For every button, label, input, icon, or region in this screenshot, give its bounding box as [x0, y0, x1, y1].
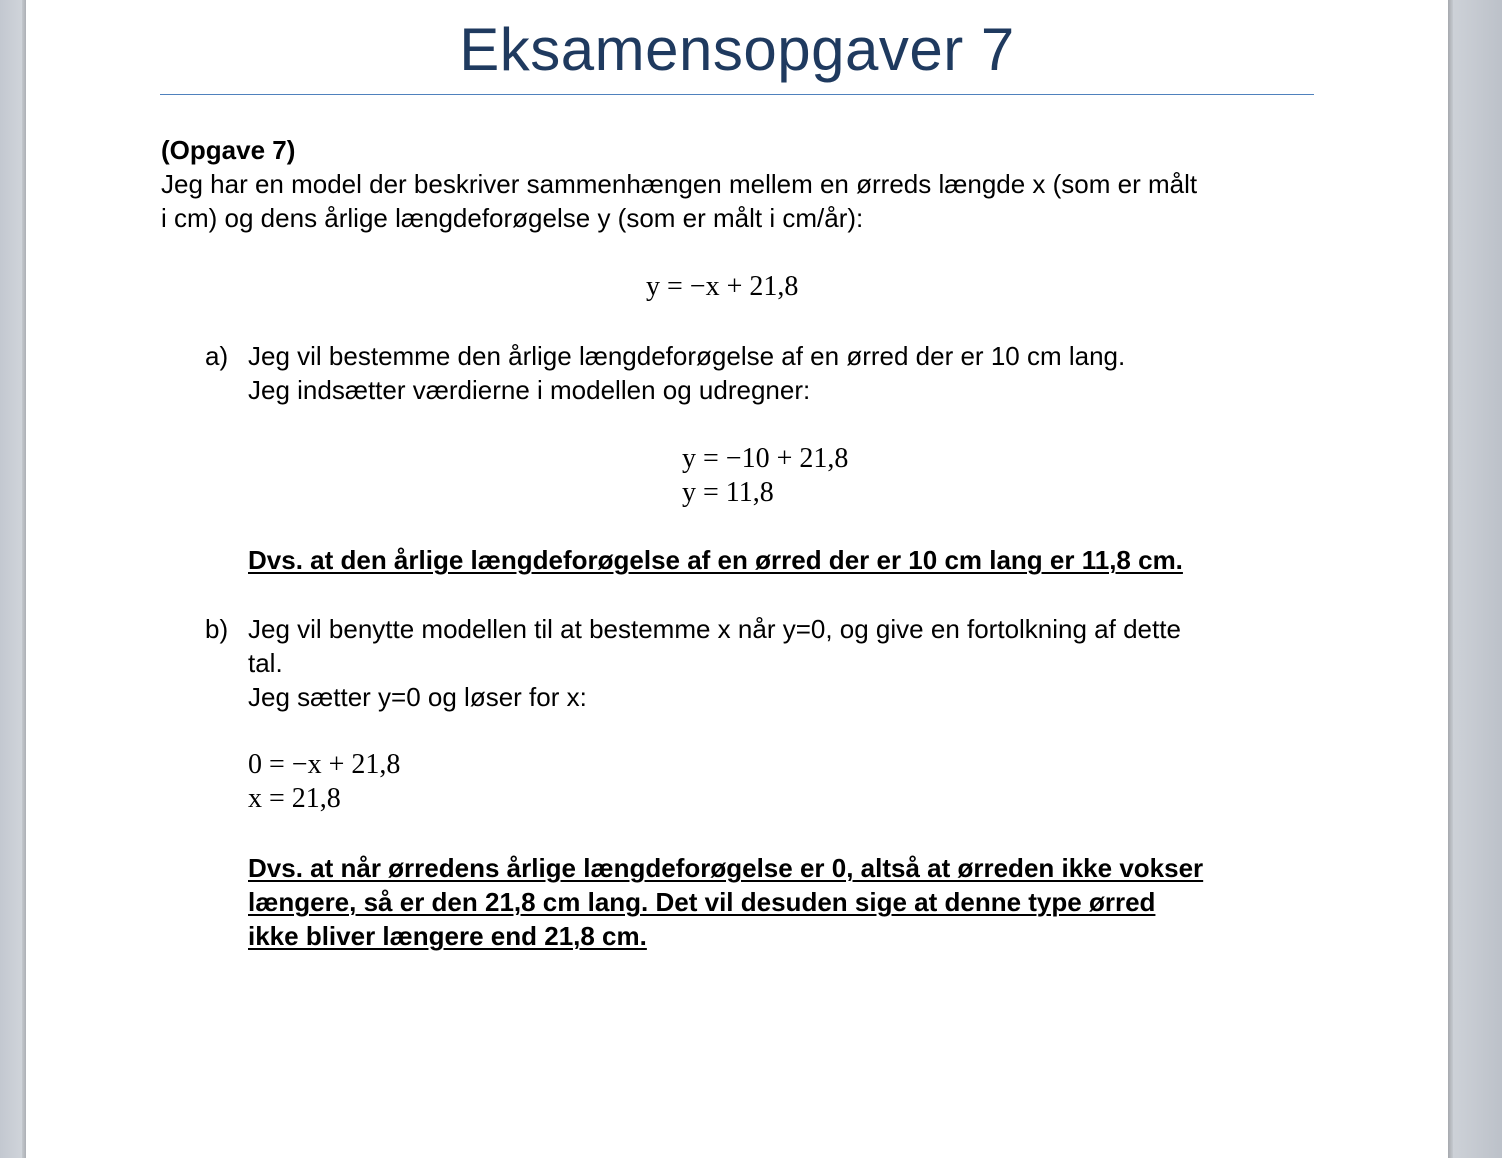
intro-line-1: Jeg har en model der beskriver sammenhængen mellem en ørreds længde x (som er målt	[161, 169, 1198, 199]
page-shadow-right	[1448, 0, 1453, 1158]
document-page	[26, 0, 1448, 1158]
part-b-line-1: Jeg vil benytte modellen til at bestemme x når y=0, og give en fortolkning af dette	[248, 614, 1181, 644]
part-a-conclusion: Dvs. at den årlige længdeforøgelse af en ørred der er 10 cm lang er 11,8 cm.	[248, 545, 1183, 575]
part-b-conclusion-line-1: Dvs. at når ørredens årlige længdeforøgelse er 0, altså at ørreden ikke vokser	[248, 853, 1204, 883]
part-a-line-2: Jeg indsætter værdierne i modellen og udregner:	[248, 375, 811, 405]
title-divider	[160, 94, 1314, 95]
part-b-equation-1: 0 = −x + 21,8	[248, 749, 401, 780]
part-b-label: b)	[205, 614, 229, 644]
part-a-label: a)	[205, 341, 229, 371]
part-b-conclusion-line-3: ikke bliver længere end 21,8 cm.	[248, 921, 647, 951]
part-b-equation-2: x = 21,8	[248, 783, 341, 814]
part-a-line-1: Jeg vil bestemme den årlige længdeforøgelse af en ørred der er 10 cm lang.	[248, 341, 1126, 371]
exercise-heading: (Opgave 7)	[161, 135, 296, 165]
part-a-equation-2: y = 11,8	[682, 477, 774, 508]
part-b-line-2: tal.	[248, 648, 283, 678]
intro-line-2: i cm) og dens årlige længdeforøgelse y (som er målt i cm/år):	[161, 203, 864, 233]
part-b-conclusion-line-2: længere, så er den 21,8 cm lang. Det vil desuden sige at denne type ørred	[248, 887, 1156, 917]
part-a-equation-1: y = −10 + 21,8	[682, 443, 849, 474]
document-title: Eksamensopgaver 7	[459, 16, 1015, 83]
part-b-line-3: Jeg sætter y=0 og løser for x:	[248, 682, 587, 712]
model-equation: y = −x + 21,8	[646, 271, 799, 302]
